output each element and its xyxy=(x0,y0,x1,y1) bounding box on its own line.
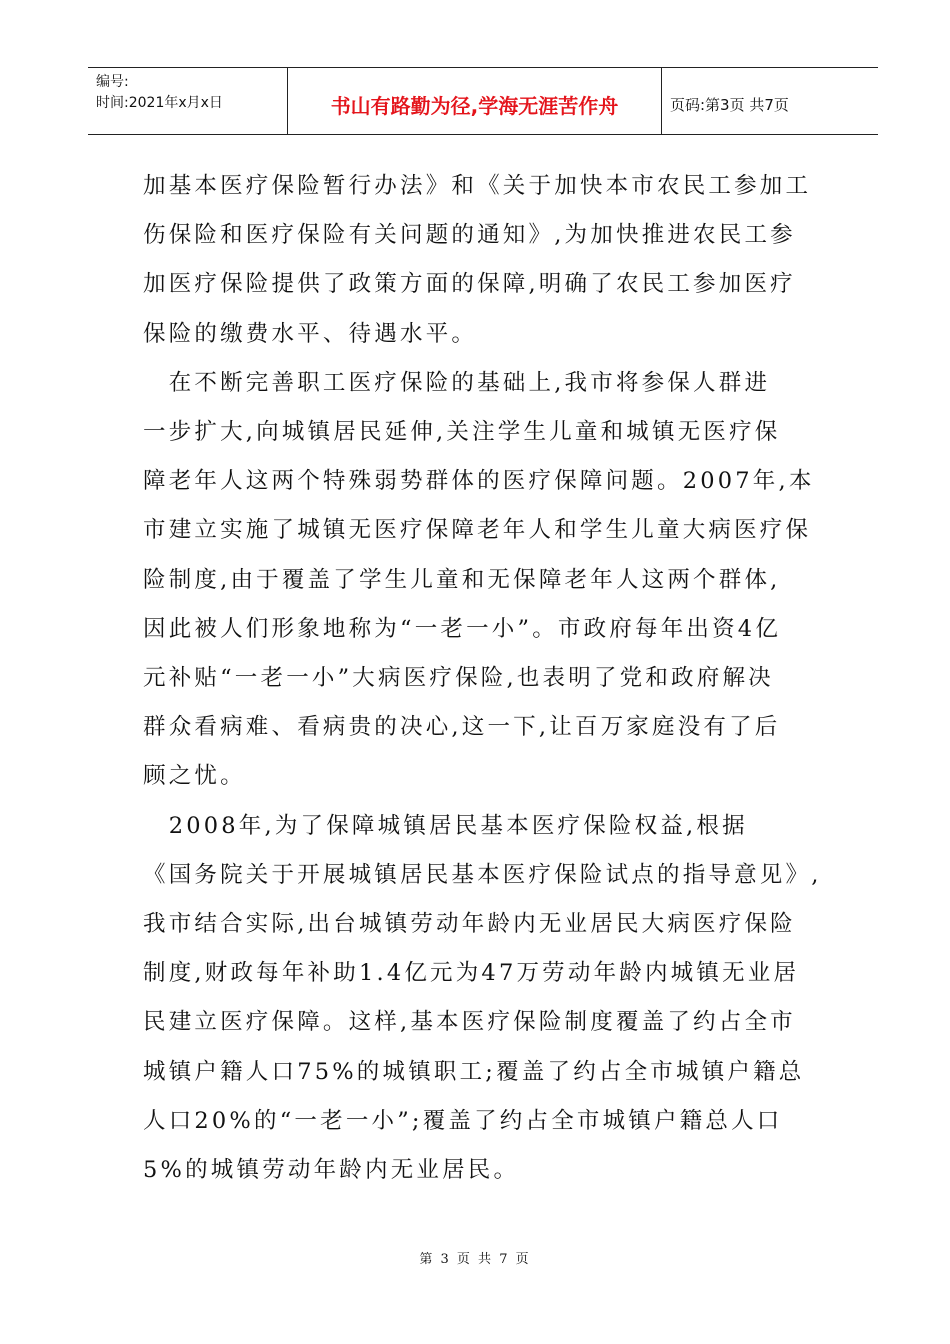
body-line: 群众看病难、看病贵的决心,这一下,让百万家庭没有了后 xyxy=(143,714,781,741)
body-line: 顾之忧。 xyxy=(143,763,246,790)
body-line: 市建立实施了城镇无医疗保障老年人和学生儿童大病医疗保 xyxy=(143,517,812,544)
body-line: 伤保险和医疗保险有关问题的通知》,为加快推进农民工参 xyxy=(143,222,796,249)
page-footer: 第 3 页 共 7 页 xyxy=(419,1252,531,1267)
body-line: 加医疗保险提供了政策方面的保障,明确了农民工参加医疗 xyxy=(143,271,796,298)
body-line: 5%的城镇劳动年龄内无业居民。 xyxy=(143,1157,520,1184)
body-line: 一步扩大,向城镇居民延伸,关注学生儿童和城镇无医疗保 xyxy=(143,419,781,446)
body-line: 人口20%的“一老一小”;覆盖了约占全市城镇户籍总人口 xyxy=(143,1107,783,1134)
header-meta xyxy=(88,68,288,134)
body-line: 加基本医疗保险暂行办法》和《关于加快本市农民工参加工 xyxy=(143,173,812,199)
page-header xyxy=(88,67,878,135)
body-line: 制度,财政每年补助1.4亿元为47万劳动年龄内城镇无业居 xyxy=(143,960,800,987)
time-label: 时间:2021年x月x日 xyxy=(96,95,223,111)
body-line: 障老年人这两个特殊弱势群体的医疗保障问题。2007年,本 xyxy=(143,468,815,495)
header-motto: 书山有路勤为径,学海无涯苦作舟 xyxy=(288,68,662,134)
body-line: 城镇户籍人口75%的城镇职工;覆盖了约占全市城镇户籍总 xyxy=(143,1058,805,1085)
body-line: 《国务院关于开展城镇居民基本医疗保险试点的指导意见》, xyxy=(143,861,822,888)
body-line: 元补贴“一老一小”大病医疗保险,也表明了党和政府解决 xyxy=(143,665,774,692)
body-line: 在不断完善职工医疗保险的基础上,我市将参保人群进 xyxy=(143,369,771,396)
body-line: 我市结合实际,出台城镇劳动年龄内无业居民大病医疗保险 xyxy=(143,911,796,938)
doc-number-label: 编号: xyxy=(96,74,129,90)
document-body xyxy=(143,162,833,1195)
header-page-info: 页码:第3页 共7页 xyxy=(670,95,789,114)
body-line: 民建立医疗保障。这样,基本医疗保险制度覆盖了约占全市 xyxy=(143,1009,796,1036)
body-line: 保险的缴费水平、待遇水平。 xyxy=(143,320,478,347)
body-line: 2008年,为了保障城镇居民基本医疗保险权益,根据 xyxy=(143,812,748,839)
body-line: 因此被人们形象地称为“一老一小”。市政府每年出资4亿 xyxy=(143,615,782,642)
body-line: 险制度,由于覆盖了学生儿童和无保障老年人这两个群体, xyxy=(143,566,781,593)
